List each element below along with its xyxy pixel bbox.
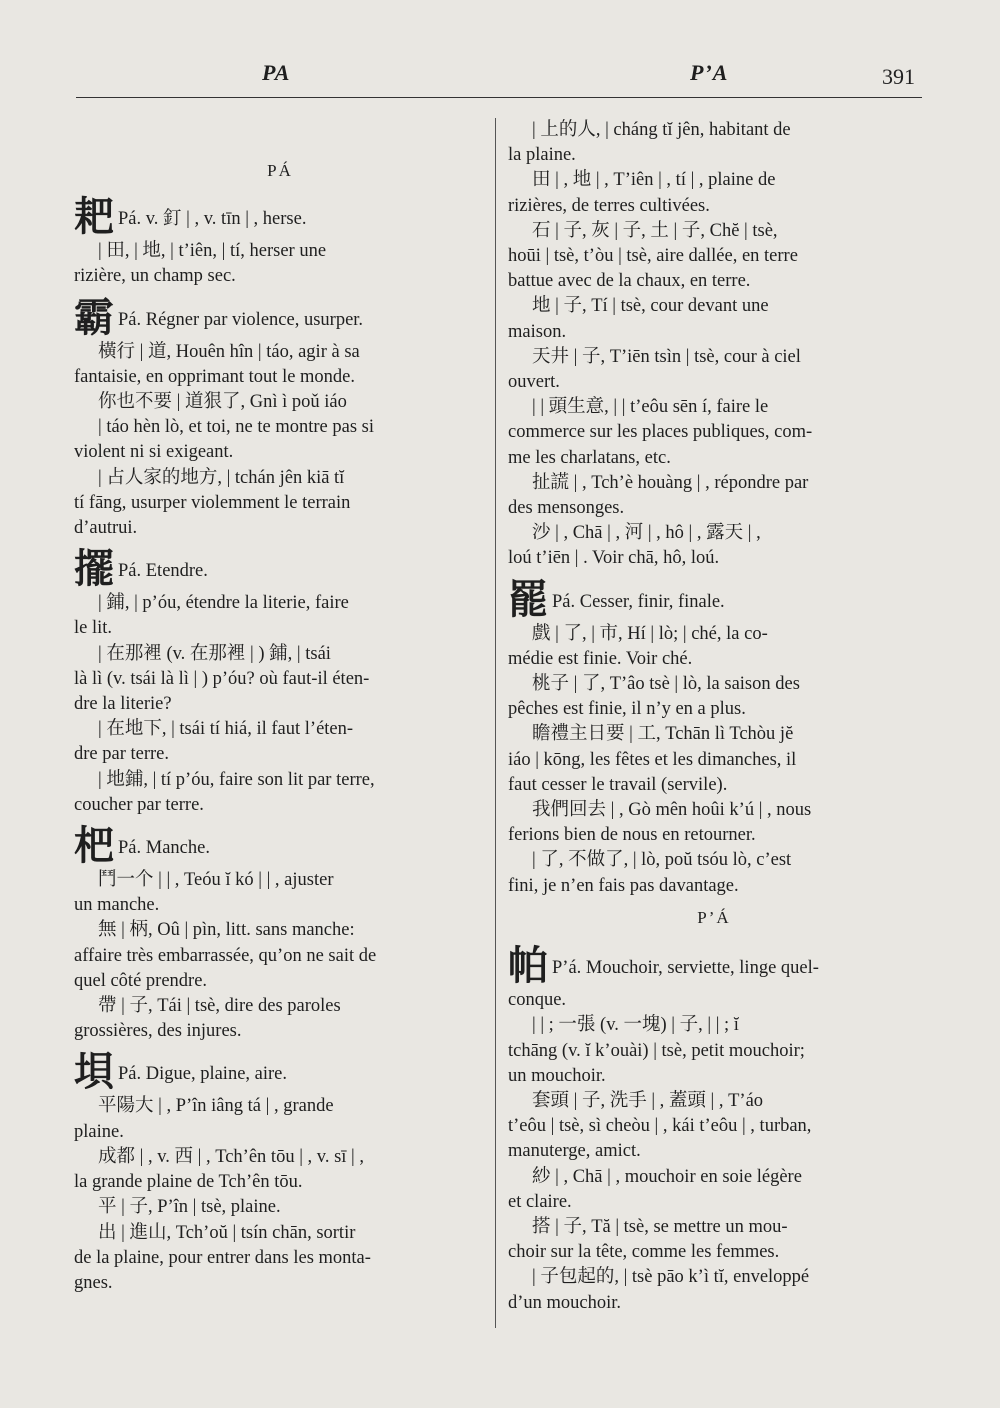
entry-line: 瞻禮主日要 | 工, Tchān lì Tchòu jĕ [532, 724, 794, 745]
dictionary-entry [508, 578, 920, 899]
entry-line: 無 | 柄, Oû | pìn, litt. sans manche: [98, 920, 355, 941]
entry-line: 戲 | 了, | 市, Hí | lò; | ché, la co- [532, 623, 768, 644]
entry-line [74, 195, 486, 239]
entry-line: tí fāng, usurper violemment le terrain [74, 492, 351, 513]
entry-line: 沙 | , Chā | , 河 | , hô | , 露天 | , [532, 523, 761, 544]
entry-line: | 了, 不做了, | lò, poŭ tsóu lò, c’est [532, 850, 792, 871]
entry-definition: Pá. v. 釘 | , v. tīn | , herse. [118, 209, 307, 230]
entry-line: | | ; 一張 (v. 一塊) | 子, | | ; ĭ [532, 1015, 739, 1036]
entry-line: ouvert. [508, 372, 560, 393]
entry-line: là lì (v. tsái là lì | ) p’óu? où faut-il éten- [74, 668, 370, 689]
entry-line: 天井 | 子, T’iēn tsìn | tsè, cour à ciel [532, 346, 801, 367]
right-column [508, 118, 920, 1322]
entry-line: plaine. [74, 1121, 124, 1142]
entry-line: choir sur la tête, comme les femmes. [508, 1242, 780, 1263]
entry-line: 出 | 進山, Tch’oŭ | tsín chān, sortir [98, 1222, 356, 1243]
entry-line: | 在地下, | tsái tí hiá, il faut l’éten- [98, 719, 354, 740]
entry-line: un manche. [74, 895, 160, 916]
entry-line: | táo hèn lò, et toi, ne te montre pas si [98, 417, 375, 438]
headword-character: 霸 [74, 294, 114, 341]
entry-line: 桃子 | 了, T’âo tsè | lò, la saison des [532, 674, 800, 695]
dictionary-entry [74, 296, 486, 542]
headword-character: 擺 [74, 546, 114, 593]
entry-line: 套頭 | 子, 洗手 | , 蓋頭 | , T’áo [532, 1090, 764, 1111]
entry-line: et claire. [508, 1191, 572, 1212]
entry-line [74, 1050, 486, 1094]
entry-line: gnes. [74, 1272, 113, 1293]
entry-line: me les charlatans, etc. [508, 447, 671, 468]
entry-line: commerce sur les places publiques, com- [508, 422, 813, 443]
entry-line: la grande plaine de Tch’ên tōu. [74, 1172, 303, 1193]
entry-line: 你也不要 | 道狠了, Gnì ì poǔ iáo [98, 392, 347, 413]
entry-line: | 子包起的, | tsè pāo k’ì tĭ, enveloppé [532, 1267, 810, 1288]
entry-definition: Pá. Cesser, finir, finale. [552, 591, 725, 612]
headword-character: 帕 [508, 943, 548, 990]
entry-line: coucher par terre. [74, 794, 204, 815]
entry-line: dre par terre. [74, 744, 170, 765]
dictionary-entry [74, 824, 486, 1044]
entry-line: rizières, de terres cultivées. [508, 195, 710, 216]
running-head-right: P’A [690, 60, 729, 85]
entry-line: | 地鋪, | tí p’óu, faire son lit par terre, [98, 769, 375, 790]
entry-line: violent ni si exigeant. [74, 442, 234, 463]
entry-line: maison. [508, 321, 567, 342]
headword-character: 耙 [74, 194, 114, 241]
column-divider [495, 118, 496, 1328]
entry-line [508, 578, 920, 622]
entry-line: loú t’iēn | . Voir chā, hô, loú. [508, 548, 720, 569]
entry-line [74, 824, 486, 868]
entry-line: fini, je n’en fais pas davantage. [508, 875, 739, 896]
dictionary-entry [508, 944, 920, 1316]
running-head-left: PA [262, 60, 291, 85]
entry-line: | 占人家的地方, | tchán jên kiā tĭ [98, 467, 345, 488]
header-rule [76, 97, 922, 98]
entry-definition: P’á. Mouchoir, serviette, linge quel- [552, 958, 819, 979]
entry-line: 帶 | 子, Tái | tsè, dire des paroles [98, 996, 341, 1017]
entry-line: des mensonges. [508, 498, 625, 519]
headword-character: 罷 [508, 576, 548, 623]
entry-line: affaire très embarrassée, qu’on ne sait de [74, 945, 377, 966]
entry-line: battue avec de la chaux, en terre. [508, 271, 751, 292]
headword-character: 杷 [74, 823, 114, 870]
entry-line: ferions bien de nous en retourner. [508, 825, 756, 846]
entry-line: un mouchoir. [508, 1065, 606, 1086]
entry-line: pêches est finie, il n’y en a plus. [508, 699, 746, 720]
entry-line: | | 頭生意, | | t’eôu sēn í, faire le [532, 397, 769, 418]
entry-line: 鬥一个 | | , Teóu ĭ kó | | , ajuster [98, 870, 334, 891]
dictionary-entry [508, 118, 920, 572]
section-heading-p-a: P’Á [697, 907, 731, 927]
entry-line: hoūi | tsè, t’òu | tsè, aire dallée, en terre [508, 246, 798, 267]
entry-line: 扯謊 | , Tch’è houàng | , répondre par [532, 472, 809, 493]
entry-line: 田 | , 地 | , T’iên | , tí | , plaine de [532, 170, 776, 191]
entry-line: | 在那裡 (v. 在那裡 | ) 鋪, | tsái [98, 643, 331, 664]
entry-definition: Pá. Etendre. [118, 561, 208, 582]
entry-line: dre la literie? [74, 694, 172, 715]
entry-definition: Pá. Manche. [118, 838, 210, 859]
headword-character: 垻 [74, 1049, 114, 1096]
entry-line [508, 944, 920, 988]
entry-line: grossières, des injures. [74, 1021, 242, 1042]
entry-line: fantaisie, en opprimant tout le monde. [74, 366, 356, 387]
entry-line: 搭 | 子, Tă | tsè, se mettre un mou- [532, 1216, 788, 1237]
entry-line: la plaine. [508, 145, 576, 166]
entry-definition: Pá. Digue, plaine, aire. [118, 1064, 288, 1085]
entry-line: d’un mouchoir. [508, 1292, 622, 1313]
entry-line: faut cesser le travail (servile). [508, 774, 728, 795]
entry-line: 成都 | , v. 西 | , Tch’ên tōu | , v. sī | , [98, 1146, 364, 1167]
entry-line [74, 547, 486, 591]
entry-line: rizière, un champ sec. [74, 266, 236, 287]
entry-line: 我們回去 | , Gò mên hoûi k’ú | , nous [532, 800, 812, 821]
entry-line: d’autrui. [74, 518, 138, 539]
page-number: 391 [882, 64, 915, 89]
entry-line: 石 | 子, 灰 | 子, 土 | 子, Chĕ | tsè, [532, 220, 778, 241]
entry-line: | 田, | 地, | t’iên, | tí, herser une [98, 241, 327, 262]
entry-line: 橫行 | 道, Houên hîn | táo, agir à sa [98, 341, 360, 362]
entry-line: iáo | kōng, les fêtes et les dimanches, il [508, 749, 797, 770]
entry-line: manuterge, amict. [508, 1141, 641, 1162]
entry-line: quel côté prendre. [74, 970, 208, 991]
entry-line: 地 | 子, Tí | tsè, cour devant une [532, 296, 769, 317]
entry-line: t’eôu | tsè, sì cheòu | , kái t’eôu | , turban, [508, 1116, 812, 1137]
entry-line: 平陽大 | , P’în iâng tá | , grande [98, 1096, 334, 1117]
section-heading-pa: PÁ [267, 161, 293, 180]
entry-line: | 上的人, | cháng tĭ jên, habitant de [532, 120, 791, 140]
entry-line: de la plaine, pour entrer dans les monta- [74, 1247, 371, 1268]
entry-line: conque. [508, 990, 567, 1011]
entry-line: | 鋪, | p’óu, étendre la literie, faire [98, 593, 349, 614]
entry-definition: Pá. Régner par violence, usurper. [118, 309, 364, 330]
dictionary-entry [74, 1050, 486, 1296]
entry-line: le lit. [74, 618, 113, 639]
entry-line: 紗 | , Chā | , mouchoir en soie légère [532, 1166, 802, 1187]
dictionary-entry [74, 195, 486, 289]
entry-line: médie est finie. Voir ché. [508, 648, 693, 669]
entry-line [74, 296, 486, 340]
dictionary-entry [74, 547, 486, 818]
entry-line: 平 | 子, P’în | tsè, plaine. [98, 1197, 281, 1218]
entry-line: tchāng (v. ĭ k’ouài) | tsè, petit mouchoir; [508, 1040, 805, 1061]
left-column [74, 118, 486, 1302]
